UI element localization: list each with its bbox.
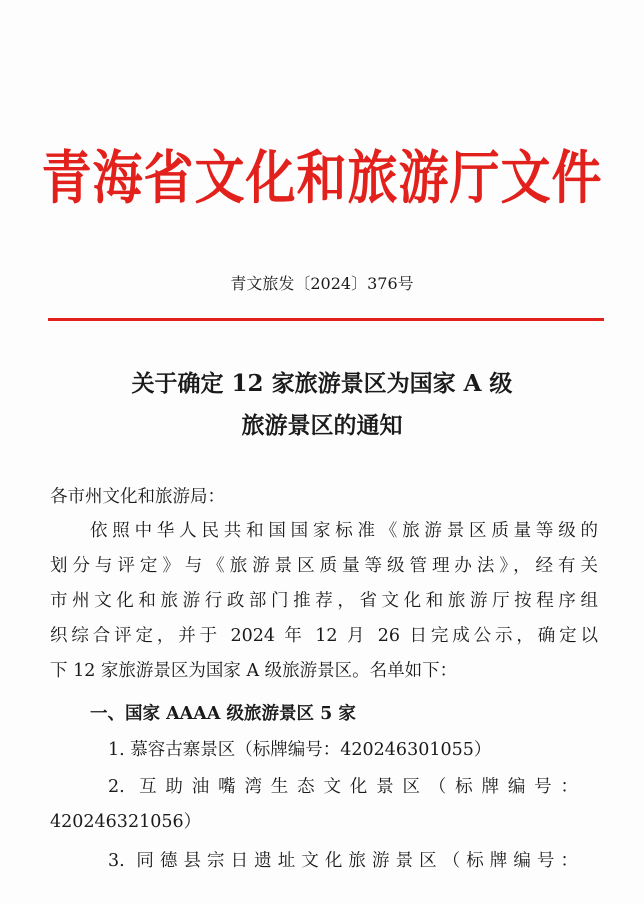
list-item-3-line-1: 3. 同德县宗日遗址文化旅游景区（标牌编号：: [108, 851, 578, 871]
paragraph-line-5: 下 12 家旅游景区为国家 A 级旅游景区。名单如下：: [50, 661, 458, 681]
document-number: 青文旅发〔2024〕376号: [230, 274, 414, 293]
salutation: 各市州文化和旅游局：: [50, 487, 225, 507]
paragraph-line-1: 依照中华人民共和国国家标准《旅游景区质量等级的: [90, 521, 598, 541]
notice-title-line-2: 旅游景区的通知: [241, 412, 403, 439]
list-item-2-line-2: 420246321056）: [50, 812, 202, 832]
red-divider-line: [48, 318, 604, 321]
list-item-1: 1. 慕容古寨景区（标牌编号：420246301055）: [108, 740, 492, 760]
paragraph-line-2: 划分与评定》与《旅游景区质量等级管理办法》，经有关: [50, 556, 598, 576]
paragraph-line-4: 织综合评定，并于 2024 年 12 月 26 日完成公示，确定以: [50, 626, 598, 646]
notice-title-line-1: 关于确定 12 家旅游景区为国家 A 级: [131, 370, 513, 397]
list-item-2-line-1: 2. 互助油嘴湾生态文化景区（标牌编号：: [108, 777, 578, 797]
section-heading: 一、国家 AAAA 级旅游景区 5 家: [90, 704, 356, 724]
document-masthead: 青海省文化和旅游厅文件: [41, 144, 603, 212]
paragraph-line-3: 市州文化和旅游行政部门推荐，省文化和旅游厅按程序组: [50, 591, 598, 611]
